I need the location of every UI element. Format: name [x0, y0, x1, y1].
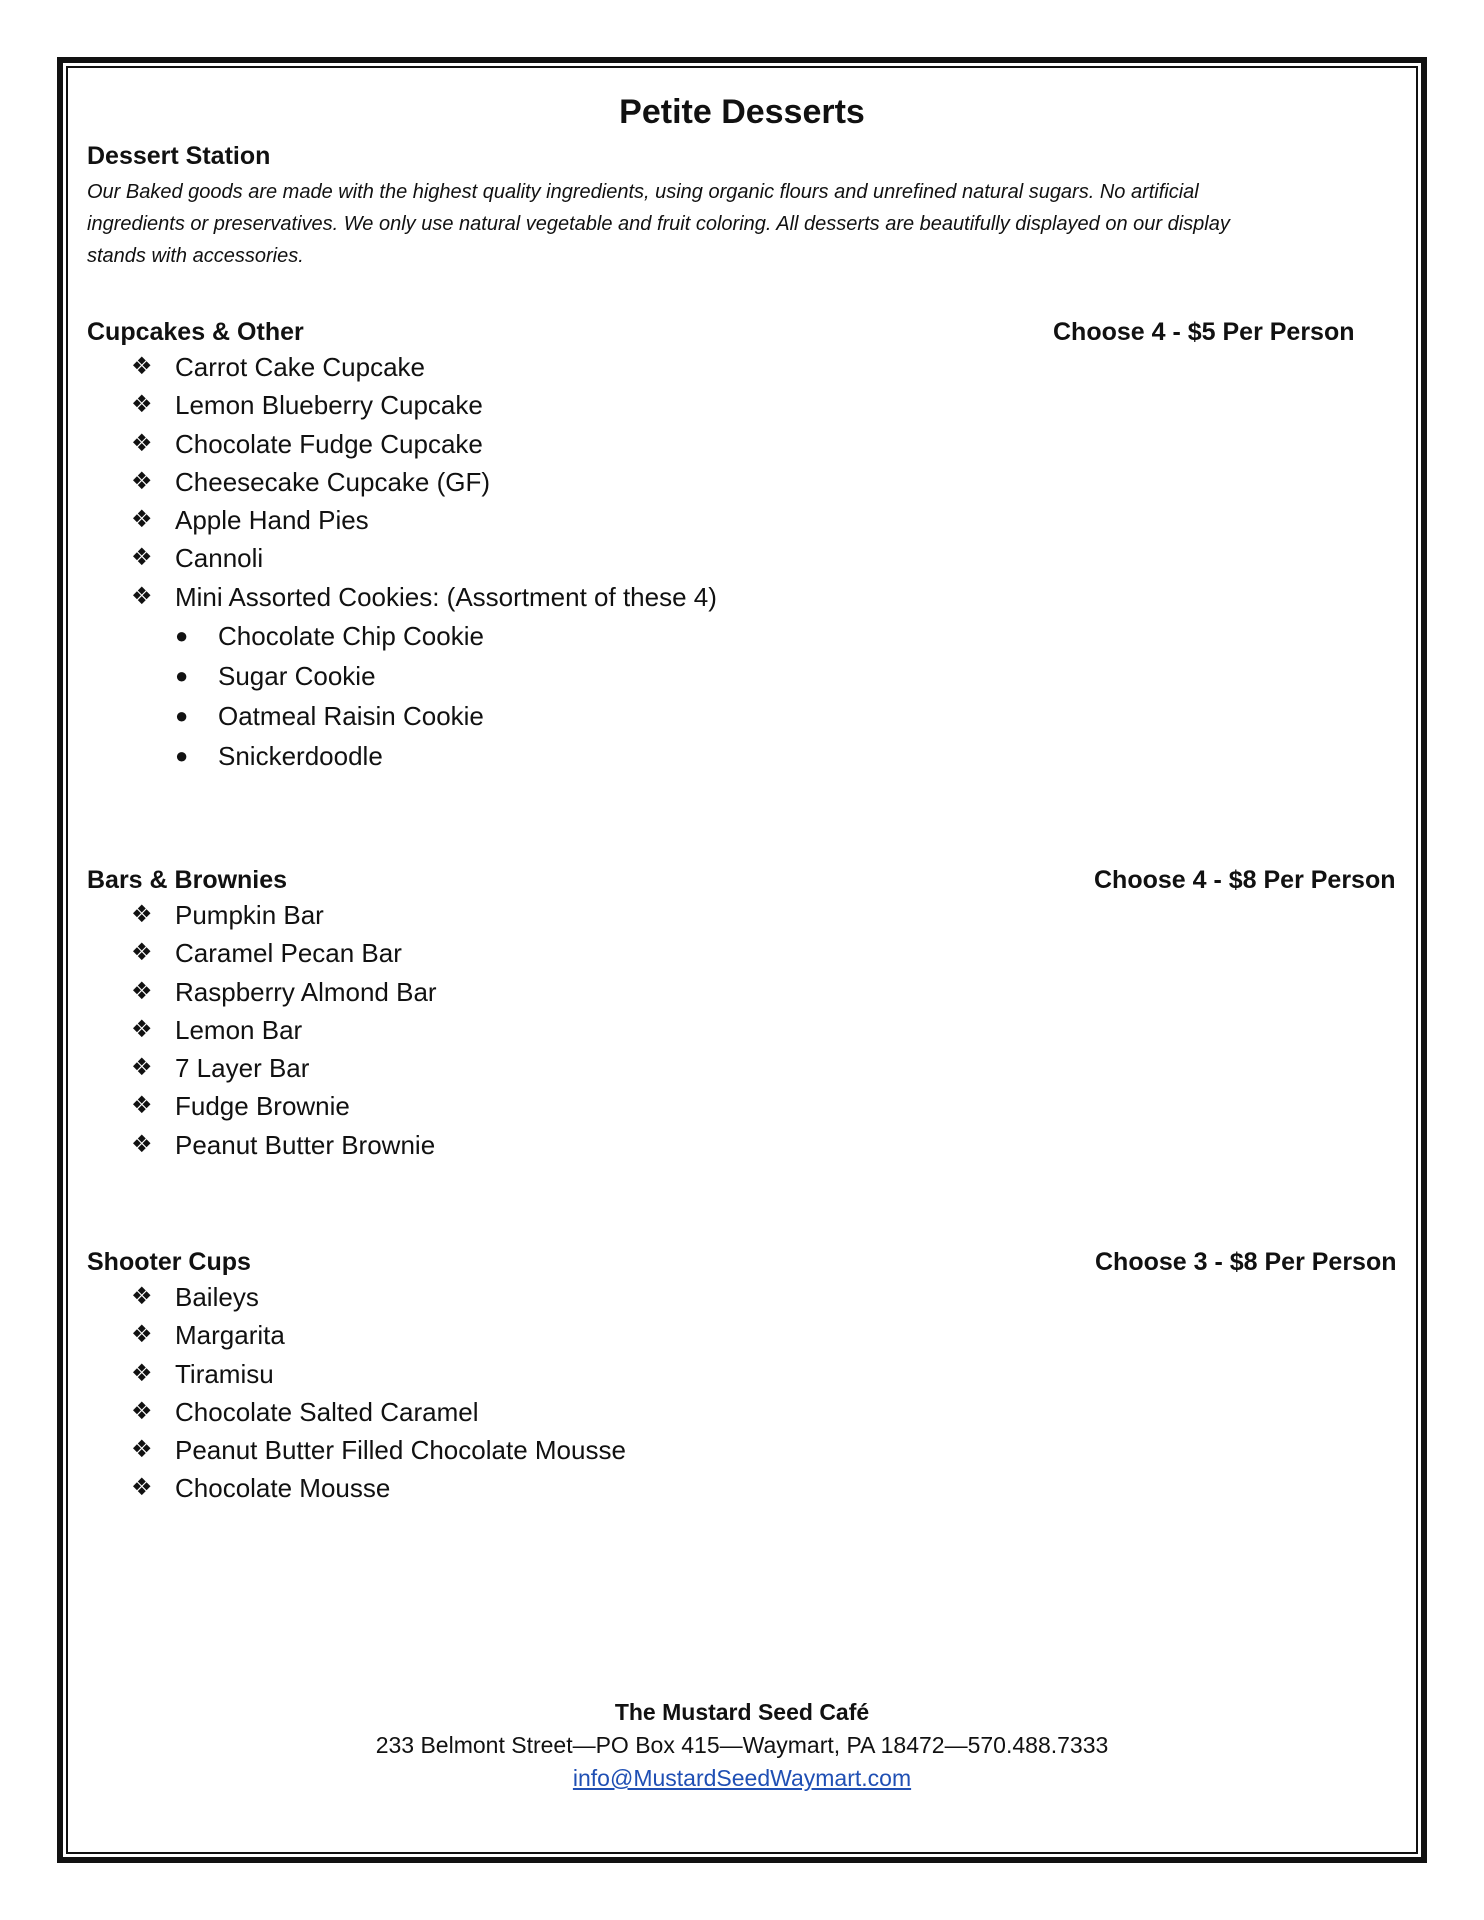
list-item: ❖ Pumpkin Bar [87, 896, 1397, 934]
dot-bullet-icon: ● [175, 663, 189, 689]
list-item: ❖ Chocolate Fudge Cupcake [87, 425, 1397, 463]
section-title: Cupcakes & Other [87, 318, 304, 346]
list-item: ❖ Margarita [87, 1316, 1397, 1354]
item-list [87, 348, 1397, 616]
list-item: ❖ Raspberry Almond Bar [87, 973, 1397, 1011]
list-item: ❖ Mini Assorted Cookies: (Assortment of these 4) [87, 578, 1397, 616]
diamond-bullet-icon: ❖ [131, 1054, 153, 1082]
section-cupcakes [87, 316, 1397, 776]
sub-list-item: ● Sugar Cookie [87, 656, 1397, 696]
cafe-footer [87, 1696, 1397, 1795]
list-item: ❖ Baileys [87, 1278, 1397, 1316]
list-item: ❖ Chocolate Salted Caramel [87, 1393, 1397, 1431]
section-title: Shooter Cups [87, 1248, 251, 1276]
section-price: Choose 3 - $8 Per Person [1095, 1248, 1397, 1276]
list-item: ❖ Caramel Pecan Bar [87, 934, 1397, 972]
diamond-bullet-icon: ❖ [131, 429, 153, 457]
diamond-bullet-icon: ❖ [131, 1015, 153, 1043]
diamond-bullet-icon: ❖ [131, 353, 153, 380]
list-item: ❖ Fudge Brownie [87, 1087, 1397, 1125]
diamond-bullet-icon: ❖ [131, 1092, 153, 1120]
diamond-bullet-icon: ❖ [131, 901, 153, 928]
intro-line: stands with accessories. [87, 245, 304, 267]
item-list [87, 1278, 1397, 1508]
list-item: ❖ Cannoli [87, 539, 1397, 577]
list-item: ❖ Peanut Butter Brownie [87, 1126, 1397, 1164]
section-shooter-cups [87, 1246, 1397, 1508]
list-item: ❖ Cheesecake Cupcake (GF) [87, 463, 1397, 501]
dot-bullet-icon: ● [175, 623, 189, 649]
diamond-bullet-icon: ❖ [131, 467, 153, 495]
list-item: ❖ Lemon Bar [87, 1011, 1397, 1049]
diamond-bullet-icon: ❖ [131, 391, 153, 419]
diamond-bullet-icon: ❖ [131, 506, 153, 534]
sub-list-item: ● Oatmeal Raisin Cookie [87, 696, 1397, 736]
email-link[interactable]: info@MustardSeedWaymart.com [572, 1765, 912, 1791]
diamond-bullet-icon: ❖ [131, 1474, 153, 1502]
diamond-bullet-icon: ❖ [131, 1436, 153, 1464]
dot-bullet-icon: ● [175, 743, 189, 769]
diamond-bullet-icon: ❖ [131, 582, 153, 610]
menu-page [87, 88, 1397, 1828]
cafe-address: 233 Belmont Street—PO Box 415—Waymart, PA 18472—570.488.7333 [375, 1732, 1109, 1758]
list-item: ❖ Chocolate Mousse [87, 1469, 1397, 1507]
list-item: ❖ Tiramisu [87, 1355, 1397, 1393]
section-price: Choose 4 - $8 Per Person [1094, 866, 1396, 894]
dot-bullet-icon: ● [175, 703, 189, 729]
item-list [87, 896, 1397, 1164]
list-item: ❖ Lemon Blueberry Cupcake [87, 386, 1397, 424]
section-price: Choose 4 - $5 Per Person [1053, 318, 1355, 346]
list-item: ❖ Apple Hand Pies [87, 501, 1397, 539]
list-item: ❖ Peanut Butter Filled Chocolate Mousse [87, 1431, 1397, 1469]
cafe-name: The Mustard Seed Café [614, 1699, 870, 1725]
diamond-bullet-icon: ❖ [131, 1397, 153, 1425]
diamond-bullet-icon: ❖ [131, 977, 153, 1005]
sub-item-list [87, 616, 1397, 776]
dessert-station-intro [87, 176, 1387, 272]
diamond-bullet-icon: ❖ [131, 939, 153, 967]
diamond-bullet-icon: ❖ [131, 1321, 153, 1349]
page-title: Petite Desserts [619, 93, 865, 131]
sub-list-item: ● Chocolate Chip Cookie [87, 616, 1397, 656]
list-item: ❖ 7 Layer Bar [87, 1049, 1397, 1087]
section-title: Bars & Brownies [87, 866, 288, 894]
intro-line: ingredients or preservatives. We only use natural vegetable and fruit coloring. All desserts are beautifully displayed on our display [87, 213, 1230, 235]
intro-line: Our Baked goods are made with the highest quality ingredients, using organic flours and unrefined natural sugars. No artificial [87, 181, 1199, 203]
diamond-bullet-icon: ❖ [131, 1130, 153, 1158]
diamond-bullet-icon: ❖ [131, 544, 153, 572]
diamond-bullet-icon: ❖ [131, 1359, 153, 1387]
section-bars [87, 864, 1397, 1164]
dessert-station-heading: Dessert Station [87, 142, 271, 170]
list-item: ❖ Carrot Cake Cupcake [87, 348, 1397, 386]
diamond-bullet-icon: ❖ [131, 1283, 153, 1310]
sub-list-item: ● Snickerdoodle [87, 736, 1397, 776]
